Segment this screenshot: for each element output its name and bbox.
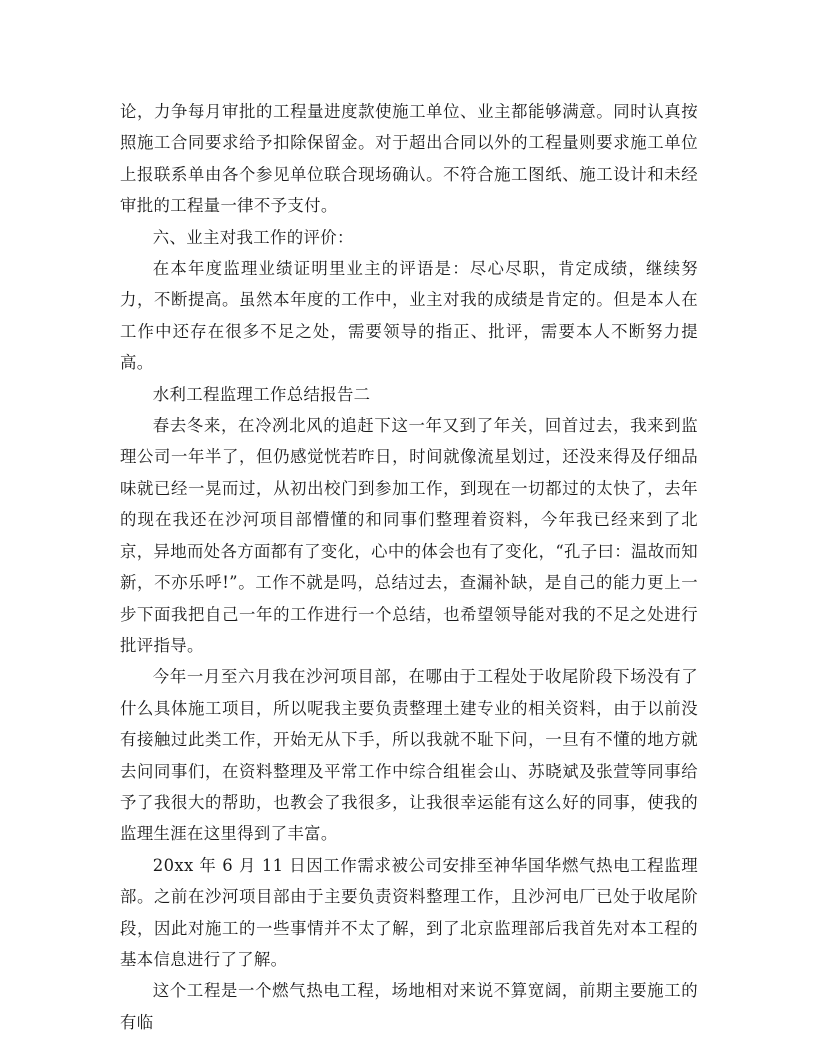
section-heading-owner-evaluation: 六、业主对我工作的评价： [152, 227, 354, 247]
paragraph-project-overview: 这个工程是一个燃气热电工程，场地相对来说不算宽阔，前期主要施工的有临 [120, 981, 698, 1032]
paragraph-payment-approval: 论，力争每月审批的工程量进度款使施工单位、业主都能够满意。同时认真按照施工合同要求给予扣除保留金。对于超出合同以外的工程量则要求施工单位上报联系单由各个参见单位联合现场确认。不符合施工图纸、施工设计和未经审批的工程量一律不予支付。 [120, 102, 698, 216]
paragraph-shahe-project: 今年一月至六月我在沙河项目部，在哪由于工程处于收尾阶段下场没有了什么具体施工项目，所以呢我主要负责整理土建专业的相关资料，由于以前没有接触过此类工作，开始无从下手，所以我就不耻下问，一旦有不懂的地方就去问同事们，在资料整理及平常工作中综合组崔会山、苏晓斌及张萱等同事给予了我很大的帮助，也教会了我很多，让我很幸运能有这么好的同事，使我的监理生涯在这里得到了丰富。 [120, 667, 698, 844]
paragraph-owner-comments: 在本年度监理业绩证明里业主的评语是：尽心尽职，肯定成绩，继续努力，不断提高。虽然本年度的工作中，业主对我的成绩是肯定的。但是本人在工作中还存在很多不足之处，需要领导的指正、批评，需要本人不断努力提高。 [120, 259, 698, 373]
paragraph-year-reflection: 春去冬来，在冷冽北风的追赶下这一年又到了年关，回首过去，我来到监理公司一年半了，但仍感觉恍若昨日，时间就像流星划过，还没来得及仔细品味就已经一晃而过，从初出校门到参加工作，到现在一切都过的太快了，去年的现在我还在沙河项目部懵懂的和同事们整理着资料，今年我已经来到了北京，异地而处各方面都有了变化，心中的体会也有了变化，“孔子曰：温故而知新，不亦乐呼!”。工作不就是吗，总结过去，查漏补缺，是自己的能力更上一步下面我把自己一年的工作进行一个总结，也希望领导能对我的不足之处进行批评指导。 [120, 416, 698, 655]
document-body [120, 96, 698, 1038]
report-title-two: 水利工程监理工作总结报告二 [152, 384, 371, 404]
paragraph-transfer-beijing: 20xx 年 6 月 11 日因工作需求被公司安排至神华国华燃气热电工程监理部。之前在沙河项目部由于主要负责资料整理工作，且沙河电厂已处于收尾阶段，因此对施工的一些事情并不太了解，到了北京监理部后我首先对本工程的基本信息进行了了解。 [120, 855, 698, 969]
